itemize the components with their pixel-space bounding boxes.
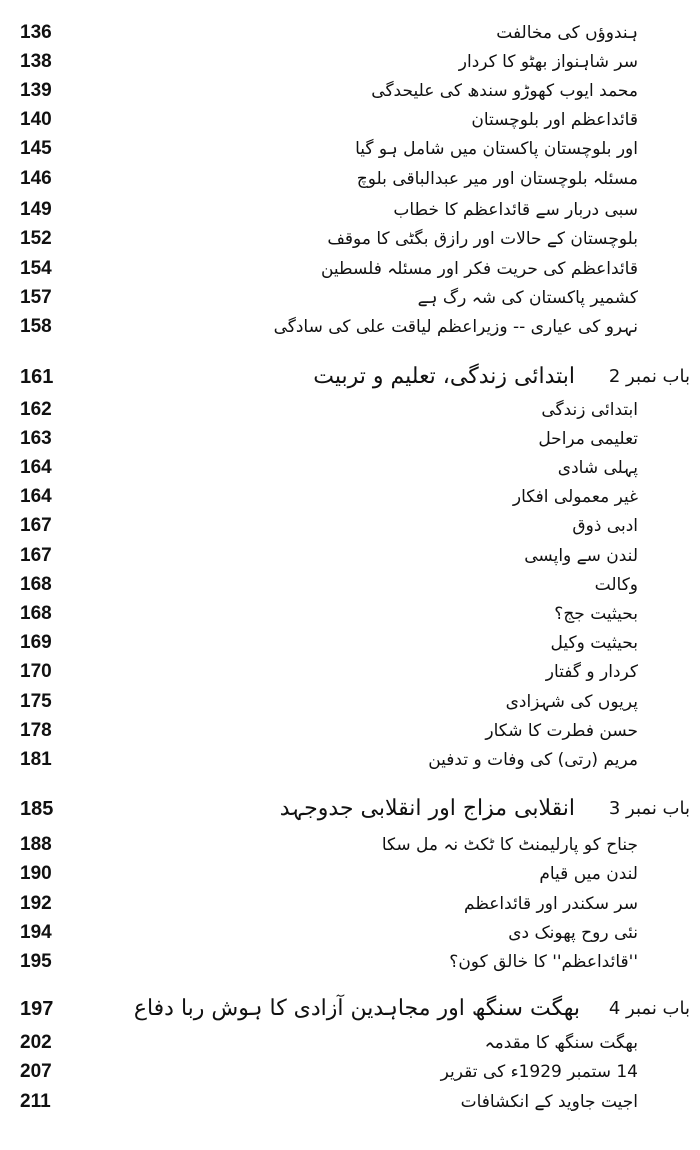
toc-entry [0, 541, 700, 571]
page-number: 188 [20, 834, 52, 855]
entry-title: نئی روح پھونک دی [508, 923, 638, 943]
toc-entry [0, 830, 700, 860]
entry-title: لندن سے واپسی [524, 546, 638, 566]
entry-title: بھگت سنگھ کا مقدمہ [484, 1033, 638, 1053]
toc-entry [0, 424, 700, 454]
chapter-label: باب نمبر 3 [608, 798, 690, 819]
page-number: 211 [20, 1091, 51, 1112]
page-number: 157 [20, 287, 52, 308]
chapter-title: ابتدائی زندگی، تعلیم و تربیت [313, 364, 575, 389]
entry-title: نہرو کی عیاری -- وزیراعظم لیاقت علی کی سادگی [273, 317, 638, 337]
entry-title: اجیت جاوید کے انکشافات [460, 1092, 638, 1112]
toc-entry [0, 859, 700, 889]
chapter-title: انقلابی مزاج اور انقلابی جدوجہد [279, 796, 575, 821]
page-number: 185 [20, 798, 54, 820]
toc-entry [0, 312, 700, 342]
page-number: 168 [20, 574, 52, 595]
page-number: 138 [20, 51, 52, 72]
toc-entry [0, 76, 700, 106]
page-number: 169 [20, 632, 52, 653]
entry-title: ہندوؤں کی مخالفت [496, 23, 638, 43]
toc-entry [0, 47, 700, 77]
entry-title: پہلی شادی [557, 458, 638, 478]
entry-title: اور بلوچستان پاکستان میں شامل ہو گیا [355, 139, 638, 159]
page-number: 207 [20, 1061, 52, 1082]
page-number: 170 [20, 661, 52, 682]
entry-title: بلوچستان کے حالات اور رازق بگٹی کا موقف [327, 229, 638, 249]
entry-title: بحیثیت وکیل [550, 633, 638, 653]
entry-title: ابتدائی زندگی [541, 400, 638, 420]
entry-title: سبی دربار سے قائداعظم کا خطاب [393, 200, 638, 220]
toc-entry [0, 283, 700, 313]
entry-title: قائداعظم کی حریت فکر اور مسئلہ فلسطین [320, 259, 638, 279]
toc-entry [0, 1087, 700, 1117]
toc-entry [0, 570, 700, 600]
entry-title: لندن میں قیام [539, 864, 638, 884]
toc-entry [0, 687, 700, 717]
entry-title: ادبی ذوق [572, 516, 638, 536]
page-number: 140 [20, 109, 52, 130]
entry-title: کشمیر پاکستان کی شہ رگ ہے [417, 288, 638, 308]
page-number: 167 [20, 515, 52, 536]
chapter-title: بھگت سنگھ اور مجاہدین آزادی کا ہوش ربا دفاع [133, 996, 580, 1021]
entry-title: مسئلہ بلوچستان اور میر عبدالباقی بلوچ [356, 169, 638, 189]
page-number: 164 [20, 486, 52, 507]
page-number: 136 [20, 22, 52, 43]
page-number: 168 [20, 603, 52, 624]
page-number: 158 [20, 316, 52, 337]
page-number: 202 [20, 1032, 52, 1053]
entry-title: جناح کو پارلیمنٹ کا ٹکٹ نہ مل سکا [381, 835, 638, 855]
entry-title: حسن فطرت کا شکار [485, 721, 638, 741]
toc-entry [0, 482, 700, 512]
toc-entry [0, 511, 700, 541]
entry-title: سر سکندر اور قائداعظم [464, 894, 638, 914]
page-number: 146 [20, 168, 52, 189]
page-number: 145 [20, 138, 52, 159]
entry-title: سر شاہنواز بھٹو کا کردار [458, 52, 638, 72]
chapter-label: باب نمبر 4 [608, 998, 690, 1019]
chapter-heading [0, 792, 700, 826]
toc-entry [0, 947, 700, 977]
entry-title: قائداعظم اور بلوچستان [471, 110, 638, 130]
page-number: 161 [20, 366, 54, 388]
page-number: 163 [20, 428, 52, 449]
toc-entry [0, 918, 700, 948]
entry-title: پریوں کی شہزادی [505, 692, 638, 712]
toc-entry [0, 1028, 700, 1058]
toc-entry [0, 657, 700, 687]
toc-entry [0, 628, 700, 658]
toc-entry [0, 105, 700, 135]
toc-entry [0, 254, 700, 284]
toc-entry [0, 453, 700, 483]
toc-entry [0, 599, 700, 629]
page-number: 139 [20, 80, 52, 101]
page-number: 194 [20, 922, 52, 943]
page-number: 190 [20, 863, 52, 884]
toc-entry [0, 1057, 700, 1087]
entry-title: ''قائداعظم'' کا خالق کون؟ [449, 952, 638, 972]
page-number: 181 [20, 749, 52, 770]
chapter-heading [0, 360, 700, 394]
entry-title: بحیثیت جج؟ [554, 604, 638, 624]
page-number: 167 [20, 545, 52, 566]
page-number: 164 [20, 457, 52, 478]
toc-entry [0, 745, 700, 775]
page-number: 162 [20, 399, 52, 420]
page-number: 197 [20, 998, 54, 1020]
toc-entry [0, 195, 700, 225]
toc-entry [0, 18, 700, 48]
entry-title: محمد ایوب کھوڑو سندھ کی علیحدگی [371, 81, 638, 101]
chapter-label: باب نمبر 2 [608, 366, 690, 387]
entry-title: 14 ستمبر 1929ء کی تقریر [440, 1062, 638, 1082]
entry-title: غیر معمولی افکار [512, 487, 638, 507]
toc-entry [0, 134, 700, 164]
entry-title: مریم (رتی) کی وفات و تدفین [428, 750, 638, 770]
chapter-heading [0, 992, 700, 1026]
page-number: 152 [20, 228, 52, 249]
toc-entry [0, 716, 700, 746]
entry-title: کردار و گفتار [545, 662, 638, 682]
page-number: 149 [20, 199, 52, 220]
page-number: 192 [20, 893, 52, 914]
entry-title: تعلیمی مراحل [538, 429, 638, 449]
toc-entry [0, 889, 700, 919]
page-number: 175 [20, 691, 52, 712]
page-number: 154 [20, 258, 52, 279]
toc-entry [0, 164, 700, 194]
page-number: 195 [20, 951, 52, 972]
toc-entry [0, 395, 700, 425]
toc-entry [0, 224, 700, 254]
page-number: 178 [20, 720, 52, 741]
entry-title: وکالت [594, 575, 638, 595]
